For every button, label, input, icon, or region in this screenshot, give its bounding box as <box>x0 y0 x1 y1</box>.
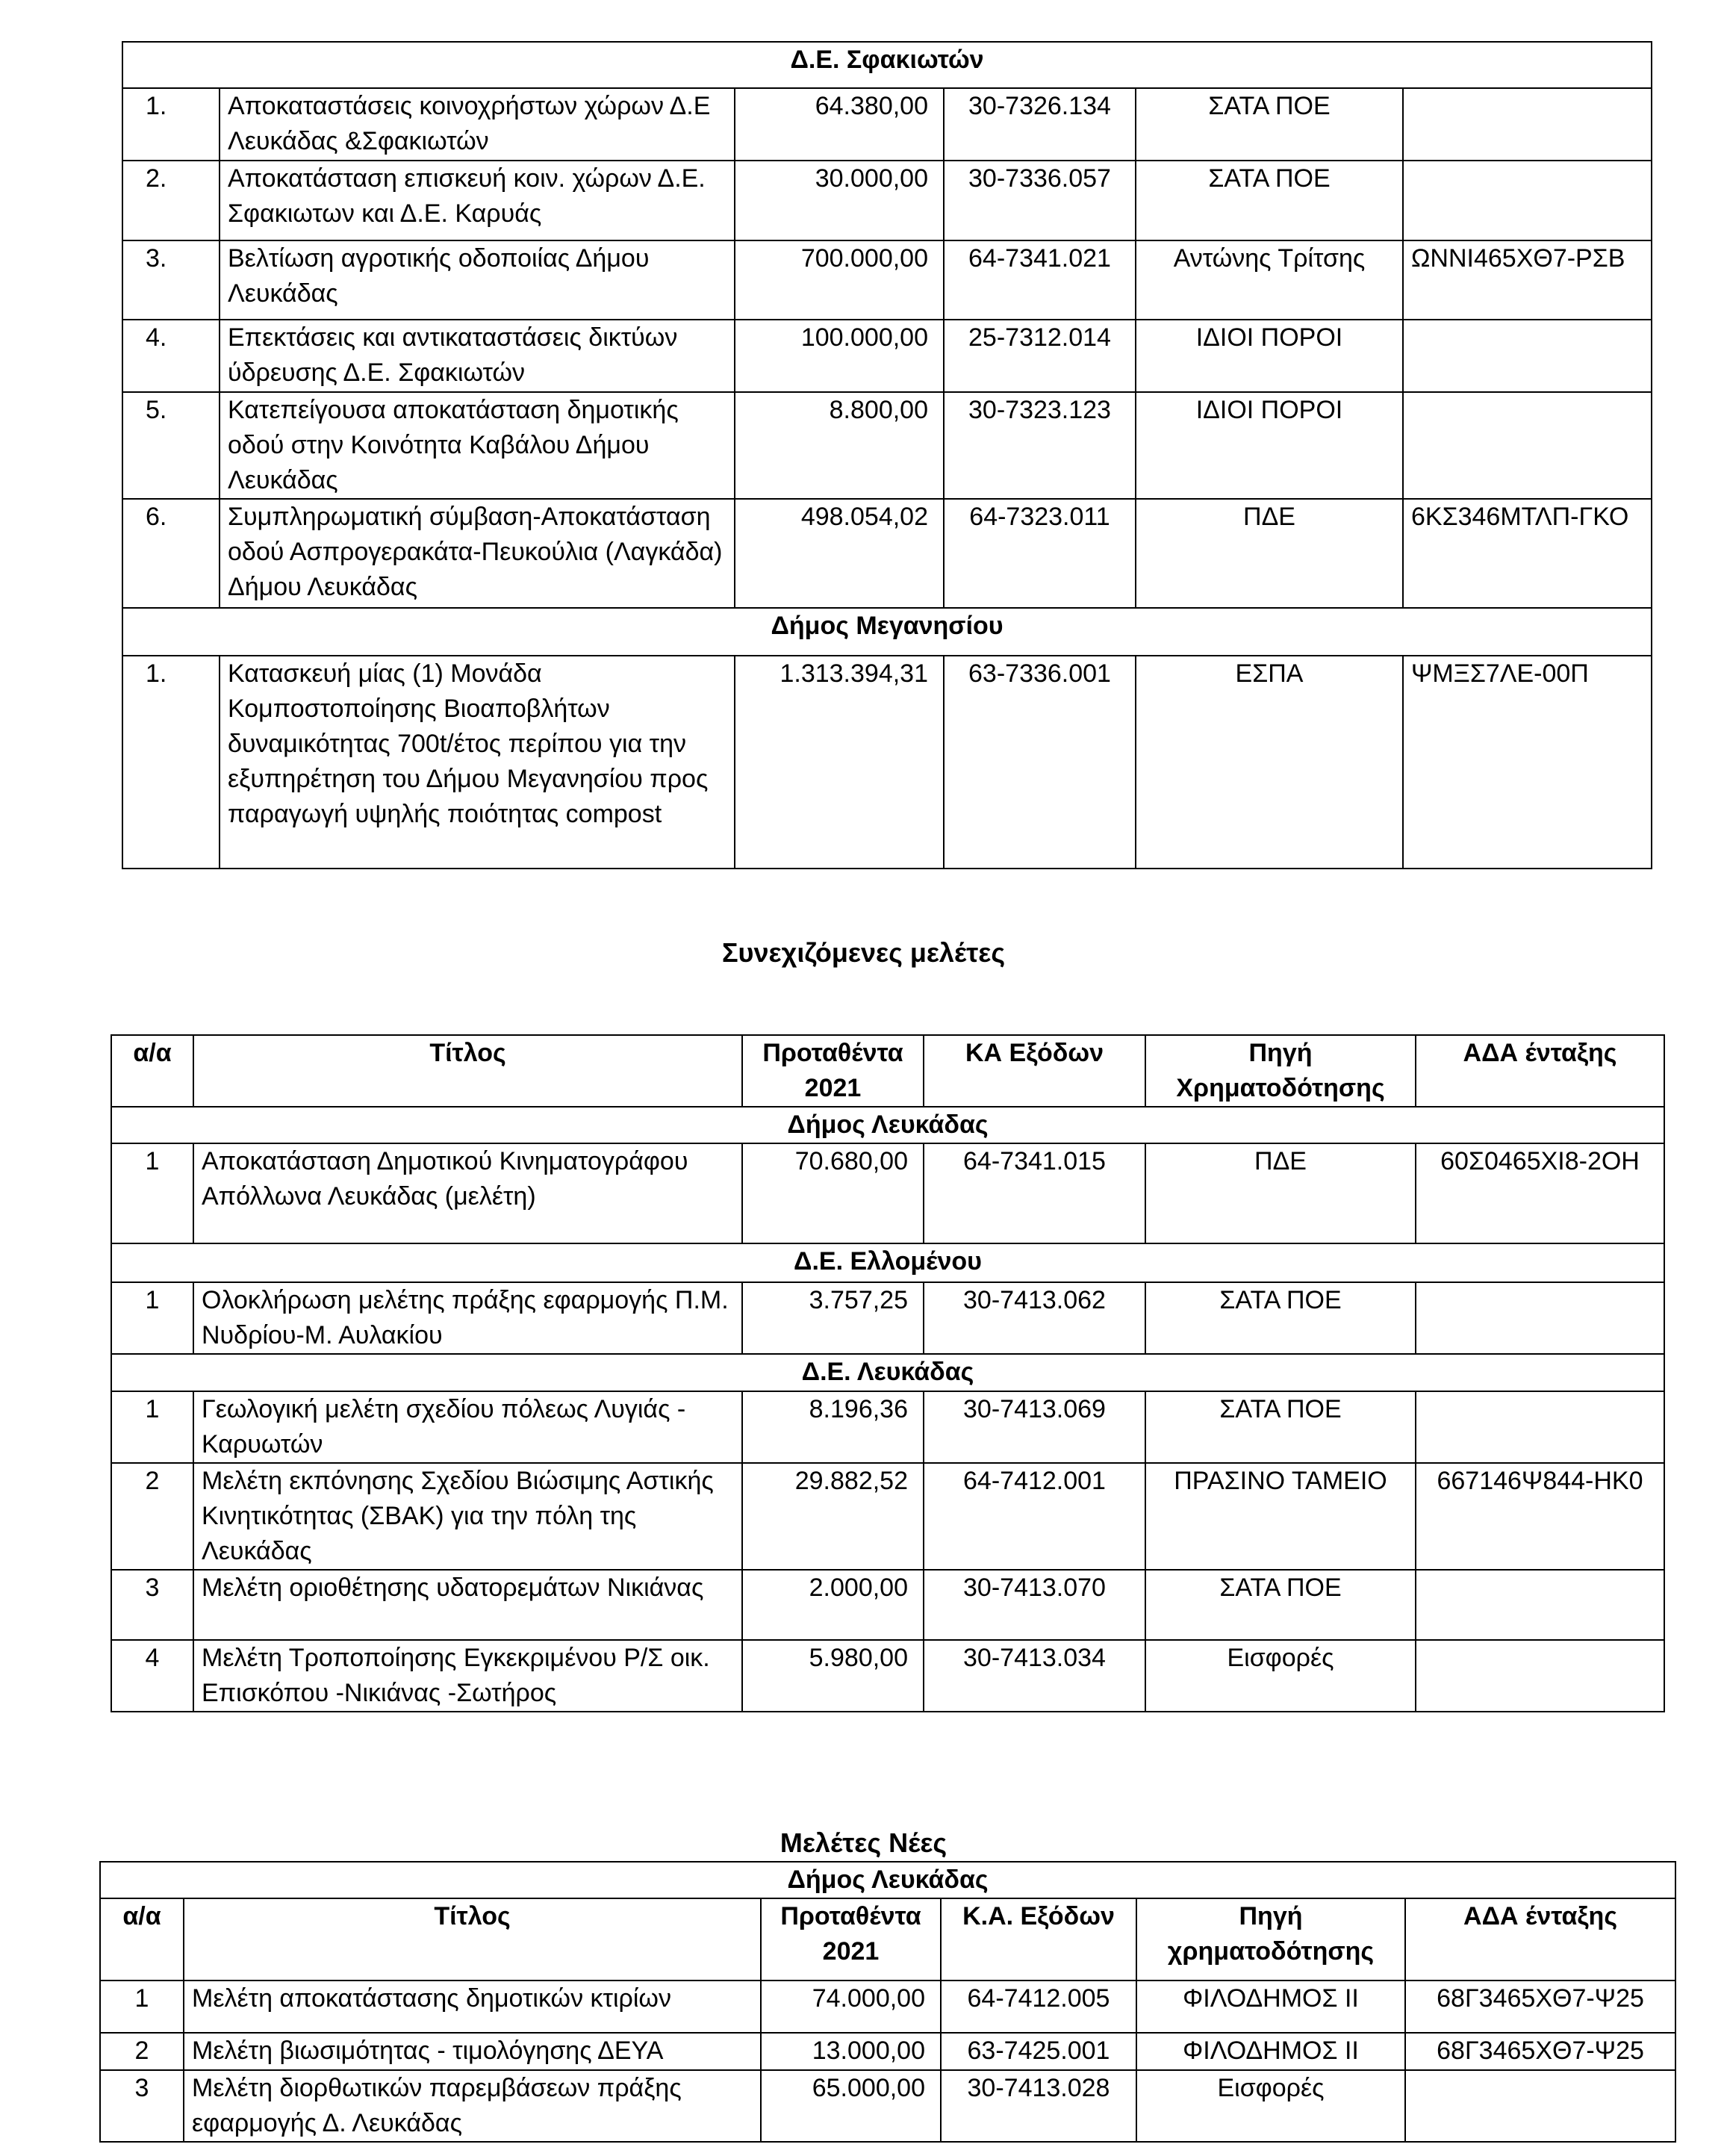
row-source: ΣΑΤΑ ΠΟΕ <box>1136 88 1403 161</box>
table-row <box>111 1640 1664 1712</box>
row-ka: 64-7341.015 <box>924 1143 1145 1243</box>
row-number: 1 <box>111 1391 193 1463</box>
heading-new-studies: Μελέτες Νέες <box>780 1827 947 1858</box>
row-amount: 100.000,00 <box>735 320 944 392</box>
row-number: 2 <box>100 2033 184 2070</box>
row-source: ΠΔΕ <box>1136 499 1403 608</box>
table-ongoing-studies <box>111 1034 1664 1712</box>
section-title: Δήμος Λευκάδας <box>111 1107 1664 1143</box>
table-row <box>122 161 1652 240</box>
row-number: 3 <box>100 2070 184 2142</box>
row-number: 3. <box>122 240 220 320</box>
row-ka: 30-7413.028 <box>941 2070 1136 2142</box>
row-source: ΦΙΛΟΔΗΜΟΣ ΙΙ <box>1136 2033 1405 2070</box>
row-ka: 30-7413.069 <box>924 1391 1145 1463</box>
row-ka: 30-7336.057 <box>944 161 1136 240</box>
row-ka: 63-7336.001 <box>944 656 1136 869</box>
row-number: 4 <box>111 1640 193 1712</box>
row-ada <box>1403 392 1652 499</box>
row-source: Εισφορές <box>1145 1640 1416 1712</box>
row-ka: 63-7425.001 <box>941 2033 1136 2070</box>
row-amount: 29.882,52 <box>742 1463 924 1570</box>
row-ka: 30-7413.070 <box>924 1570 1145 1640</box>
table-row <box>122 240 1652 320</box>
row-source: ΣΑΤΑ ΠΟΕ <box>1145 1570 1416 1640</box>
row-title: Αποκατάσταση επισκευή κοιν. χώρων Δ.Ε. Σφακιωτων και Δ.Ε. Καρυάς <box>220 161 735 240</box>
row-ada <box>1416 1640 1664 1712</box>
row-ada <box>1416 1570 1664 1640</box>
table-row <box>111 1282 1664 1354</box>
header-num: α/α <box>100 1898 184 1981</box>
section-header <box>111 1107 1664 1143</box>
section-header <box>122 608 1652 656</box>
row-amount: 70.680,00 <box>742 1143 924 1243</box>
row-source: ΙΔΙΟΙ ΠΟΡΟΙ <box>1136 392 1403 499</box>
header-ada: ΑΔΑ ένταξης <box>1405 1898 1675 1981</box>
row-source: ΦΙΛΟΔΗΜΟΣ ΙΙ <box>1136 1981 1405 2033</box>
header-ada: ΑΔΑ ένταξης <box>1416 1035 1664 1107</box>
row-source: Αντώνης Τρίτσης <box>1136 240 1403 320</box>
header-ka: ΚΑ Εξόδων <box>924 1035 1145 1107</box>
row-source: ΠΔΕ <box>1145 1143 1416 1243</box>
row-title: Κατασκευή μίας (1) Μονάδα Κομποστοποίησης Βιοαποβλήτων δυναμικότητας 700t/έτος περίπου για την εξυπηρέτηση του Δήμου Μεγανησίου προς παραγωγή υψηλής ποιότητας compost <box>220 656 735 869</box>
row-title: Ολοκλήρωση μελέτης πράξης εφαρμογής Π.Μ. Νυδρίου-Μ. Αυλακίου <box>193 1282 742 1354</box>
row-amount: 498.054,02 <box>735 499 944 608</box>
row-ka: 30-7413.062 <box>924 1282 1145 1354</box>
header-title: Τίτλος <box>184 1898 761 1981</box>
header-title: Τίτλος <box>193 1035 742 1107</box>
row-title: Μελέτη οριοθέτησης υδατορεμάτων Νικιάνας <box>193 1570 742 1640</box>
row-amount: 1.313.394,31 <box>735 656 944 869</box>
row-source: ΣΑΤΑ ΠΟΕ <box>1136 161 1403 240</box>
row-ada <box>1403 88 1652 161</box>
row-source: ΣΑΤΑ ΠΟΕ <box>1145 1391 1416 1463</box>
table-projects <box>122 41 1651 869</box>
section-title: Δήμος Μεγανησίου <box>122 608 1652 656</box>
row-amount: 8.196,36 <box>742 1391 924 1463</box>
section-header <box>122 42 1652 88</box>
row-title: Κατεπείγουσα αποκατάσταση δημοτικής οδού στην Κοινότητα Καβάλου Δήμου Λευκάδας <box>220 392 735 499</box>
row-ada <box>1403 161 1652 240</box>
row-amount: 74.000,00 <box>761 1981 941 2033</box>
row-ada <box>1405 2070 1675 2142</box>
row-ka: 30-7413.034 <box>924 1640 1145 1712</box>
header-amount: Προταθέντα 2021 <box>742 1035 924 1107</box>
table-row <box>122 656 1652 869</box>
row-ada: 60Σ0465ΧΙ8-2ΟΗ <box>1416 1143 1664 1243</box>
table-row <box>122 320 1652 392</box>
row-title: Μελέτη βιωσιμότητας - τιμολόγησης ΔΕΥΑ <box>184 2033 761 2070</box>
row-amount: 65.000,00 <box>761 2070 941 2142</box>
heading-ongoing-studies: Συνεχιζόμενες μελέτες <box>721 937 1006 968</box>
row-title: Μελέτη εκπόνησης Σχεδίου Βιώσιμης Αστικής Κινητικότητας (ΣΒΑΚ) για την πόλη της Λευκάδας <box>193 1463 742 1570</box>
row-ka: 64-7323.011 <box>944 499 1136 608</box>
row-ka: 64-7412.001 <box>924 1463 1145 1570</box>
row-number: 3 <box>111 1570 193 1640</box>
row-ada: 68Γ3465ΧΘ7-Ψ25 <box>1405 2033 1675 2070</box>
table-row <box>100 2070 1675 2142</box>
row-ada <box>1416 1391 1664 1463</box>
row-ada <box>1403 320 1652 392</box>
row-number: 1. <box>122 88 220 161</box>
row-ada <box>1416 1282 1664 1354</box>
row-title: Αποκατάσταση Δημοτικού Κινηματογράφου Απόλλωνα Λευκάδας (μελέτη) <box>193 1143 742 1243</box>
row-ada: 68Γ3465ΧΘ7-Ψ25 <box>1405 1981 1675 2033</box>
row-amount: 13.000,00 <box>761 2033 941 2070</box>
row-source: ΙΔΙΟΙ ΠΟΡΟΙ <box>1136 320 1403 392</box>
row-ka: 30-7323.123 <box>944 392 1136 499</box>
table-row <box>100 2033 1675 2070</box>
row-title: Επεκτάσεις και αντικαταστάσεις δικτύων ύδρευσης Δ.Ε. Σφακιωτών <box>220 320 735 392</box>
row-title: Αποκαταστάσεις κοινοχρήστων χώρων Δ.Ε Λευκάδας &Σφακιωτών <box>220 88 735 161</box>
row-number: 2. <box>122 161 220 240</box>
table-row <box>100 1981 1675 2033</box>
row-number: 1 <box>111 1282 193 1354</box>
row-number: 2 <box>111 1463 193 1570</box>
section-header <box>111 1354 1664 1391</box>
row-title: Μελέτη Τροποποίησης Εγκεκριμένου Ρ/Σ οικ. Επισκόπου -Νικιάνας -Σωτήρος <box>193 1640 742 1712</box>
row-amount: 3.757,25 <box>742 1282 924 1354</box>
header-source: Πηγή χρηματοδότησης <box>1136 1898 1405 1981</box>
table-row <box>122 499 1652 608</box>
row-amount: 700.000,00 <box>735 240 944 320</box>
row-amount: 30.000,00 <box>735 161 944 240</box>
row-ada: ΨΜΞΣ7ΛΕ-00Π <box>1403 656 1652 869</box>
row-title: Μελέτη αποκατάστασης δημοτικών κτιρίων <box>184 1981 761 2033</box>
row-number: 1. <box>122 656 220 869</box>
row-amount: 8.800,00 <box>735 392 944 499</box>
section-title: Δήμος Λευκάδας <box>100 1862 1675 1898</box>
table-header-row <box>111 1035 1664 1107</box>
table-row <box>122 392 1652 499</box>
row-ada: ΩΝΝΙ465ΧΘ7-ΡΣΒ <box>1403 240 1652 320</box>
row-ada: 6ΚΣ346ΜΤΛΠ-ΓΚΟ <box>1403 499 1652 608</box>
row-source: Εισφορές <box>1136 2070 1405 2142</box>
row-amount: 2.000,00 <box>742 1570 924 1640</box>
row-number: 4. <box>122 320 220 392</box>
row-title: Συμπληρωματική σύμβαση-Αποκατάσταση οδού Ασπρογερακάτα-Πευκούλια (Λαγκάδα) Δήμου Λευκάδας <box>220 499 735 608</box>
row-ka: 64-7341.021 <box>944 240 1136 320</box>
header-ka: Κ.Α. Εξόδων <box>941 1898 1136 1981</box>
section-header <box>111 1243 1664 1282</box>
table-row <box>122 88 1652 161</box>
row-ka: 64-7412.005 <box>941 1981 1136 2033</box>
row-number: 1 <box>111 1143 193 1243</box>
table-new-studies <box>99 1861 1675 2143</box>
section-title: Δ.Ε. Ελλομένου <box>111 1243 1664 1282</box>
header-source: Πηγή Χρηματοδότησης <box>1145 1035 1416 1107</box>
header-amount: Προταθέντα 2021 <box>761 1898 941 1981</box>
row-source: ΣΑΤΑ ΠΟΕ <box>1145 1282 1416 1354</box>
section-title: Δ.Ε. Λευκάδας <box>111 1354 1664 1391</box>
row-source: ΕΣΠΑ <box>1136 656 1403 869</box>
row-title: Βελτίωση αγροτικής οδοποιίας Δήμου Λευκάδας <box>220 240 735 320</box>
row-number: 5. <box>122 392 220 499</box>
table-row <box>111 1463 1664 1570</box>
row-ada: 667146Ψ844-ΗΚ0 <box>1416 1463 1664 1570</box>
table-header-row <box>100 1898 1675 1981</box>
header-num: α/α <box>111 1035 193 1107</box>
row-title: Μελέτη διορθωτικών παρεμβάσεων πράξης εφαρμογής Δ. Λευκάδας <box>184 2070 761 2142</box>
table-row <box>111 1391 1664 1463</box>
row-ka: 25-7312.014 <box>944 320 1136 392</box>
row-source: ΠΡΑΣΙΝΟ ΤΑΜΕΙΟ <box>1145 1463 1416 1570</box>
row-title: Γεωλογική μελέτη σχεδίου πόλεως Λυγιάς - Καρυωτών <box>193 1391 742 1463</box>
row-amount: 64.380,00 <box>735 88 944 161</box>
section-header <box>100 1862 1675 1898</box>
table-row <box>111 1143 1664 1243</box>
row-number: 1 <box>100 1981 184 2033</box>
row-amount: 5.980,00 <box>742 1640 924 1712</box>
row-number: 6. <box>122 499 220 608</box>
section-title: Δ.Ε. Σφακιωτών <box>122 42 1652 88</box>
table-row <box>111 1570 1664 1640</box>
row-ka: 30-7326.134 <box>944 88 1136 161</box>
